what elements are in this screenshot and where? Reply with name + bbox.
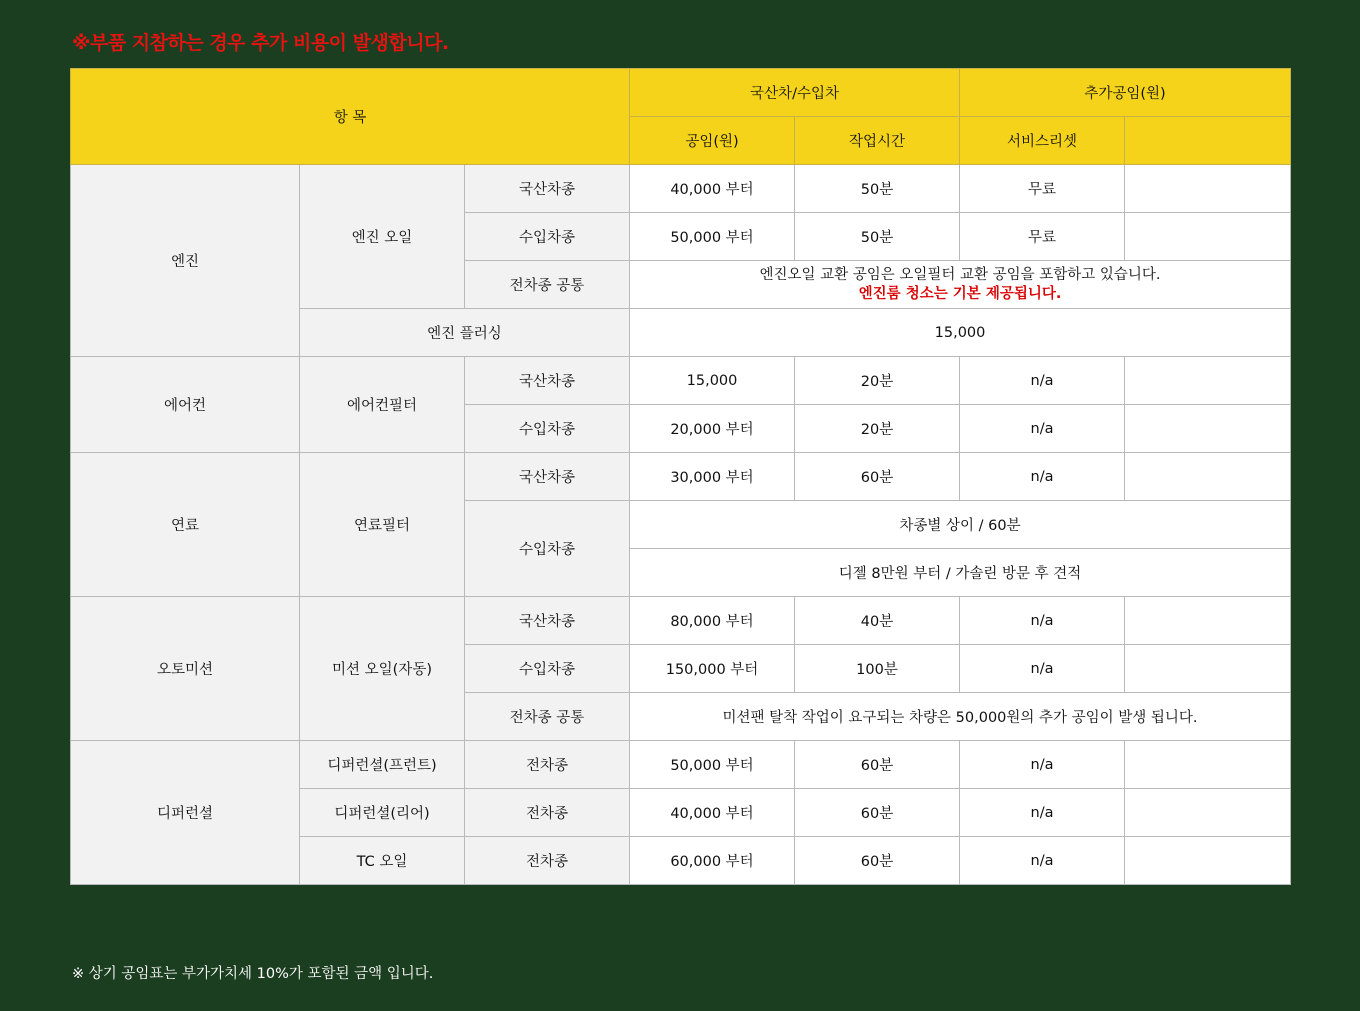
work-time: 100분: [795, 645, 960, 693]
work-time: 40분: [795, 597, 960, 645]
blank-cell: [1125, 597, 1291, 645]
labor-price: 40,000 부터: [630, 165, 795, 213]
labor-price: 60,000 부터: [630, 837, 795, 885]
car-type: 국산차종: [465, 597, 630, 645]
header-work-time: 작업시간: [795, 117, 960, 165]
work-time: 20분: [795, 405, 960, 453]
service-reset: n/a: [960, 357, 1125, 405]
fuel-import-note: 차종별 상이 / 60분: [630, 501, 1291, 549]
table-row: [71, 165, 1291, 213]
work-time: 50분: [795, 165, 960, 213]
labor-price: 15,000: [630, 357, 795, 405]
service-reset: n/a: [960, 645, 1125, 693]
header-service-reset: 서비스리셋: [960, 117, 1125, 165]
table-row: [71, 453, 1291, 501]
blank-cell: [1125, 405, 1291, 453]
item-differential-front: 디퍼런셜(프런트): [300, 741, 465, 789]
work-time: 60분: [795, 453, 960, 501]
header-labor-won: 공임(원): [630, 117, 795, 165]
header-blank: [1125, 117, 1291, 165]
blank-cell: [1125, 741, 1291, 789]
car-type: 수입차종: [465, 501, 630, 597]
car-type: 전차종: [465, 741, 630, 789]
work-time: 60분: [795, 789, 960, 837]
parts-notice: ※부품 지참하는 경우 추가 비용이 발생합니다.: [72, 32, 449, 54]
labor-price: 80,000 부터: [630, 597, 795, 645]
work-time: 20분: [795, 357, 960, 405]
flushing-price: 15,000: [630, 309, 1291, 357]
labor-price: 50,000 부터: [630, 741, 795, 789]
engine-oil-note: [630, 261, 1291, 309]
service-reset: n/a: [960, 453, 1125, 501]
labor-price: 40,000 부터: [630, 789, 795, 837]
car-type: 국산차종: [465, 165, 630, 213]
blank-cell: [1125, 789, 1291, 837]
car-type: 국산차종: [465, 453, 630, 501]
car-type: 전차종 공통: [465, 261, 630, 309]
item-engine-oil: 엔진 오일: [300, 165, 465, 309]
engine-oil-note-line: 엔진오일 교환 공임은 오일필터 교환 공임을 포함하고 있습니다.: [759, 266, 1161, 283]
category-automission: 오토미션: [71, 597, 300, 741]
header-item: 항 목: [71, 69, 630, 165]
item-aircon-filter: 에어컨필터: [300, 357, 465, 453]
blank-cell: [1125, 645, 1291, 693]
labor-price-table: [70, 68, 1291, 885]
work-time: 50분: [795, 213, 960, 261]
car-type: 수입차종: [465, 645, 630, 693]
labor-price: 20,000 부터: [630, 405, 795, 453]
table-row: [71, 597, 1291, 645]
blank-cell: [1125, 453, 1291, 501]
vat-footnote: ※ 상기 공임표는 부가가치세 10%가 포함된 금액 입니다.: [72, 966, 434, 982]
blank-cell: [1125, 165, 1291, 213]
mission-pan-note: 미션팬 탈착 작업이 요구되는 차량은 50,000원의 추가 공임이 발생 됩니다.: [630, 693, 1291, 741]
service-reset: n/a: [960, 837, 1125, 885]
category-engine: 엔진: [71, 165, 300, 357]
service-reset: n/a: [960, 597, 1125, 645]
item-engine-flushing: 엔진 플러싱: [300, 309, 630, 357]
item-differential-rear: 디퍼런셜(리어): [300, 789, 465, 837]
car-type: 전차종 공통: [465, 693, 630, 741]
blank-cell: [1125, 357, 1291, 405]
car-type: 전차종: [465, 789, 630, 837]
service-reset: n/a: [960, 405, 1125, 453]
labor-price: 30,000 부터: [630, 453, 795, 501]
service-reset: n/a: [960, 789, 1125, 837]
service-reset: 무료: [960, 213, 1125, 261]
car-type: 수입차종: [465, 213, 630, 261]
labor-price: 150,000 부터: [630, 645, 795, 693]
car-type: 전차종: [465, 837, 630, 885]
header-extra-labor: 추가공임(원): [960, 69, 1291, 117]
item-fuel-filter: 연료필터: [300, 453, 465, 597]
header-domestic-import: 국산차/수입차: [630, 69, 960, 117]
item-mission-oil: 미션 오일(자동): [300, 597, 465, 741]
item-tc-oil: TC 오일: [300, 837, 465, 885]
category-aircon: 에어컨: [71, 357, 300, 453]
blank-cell: [1125, 213, 1291, 261]
table-row: [71, 741, 1291, 789]
service-reset: 무료: [960, 165, 1125, 213]
category-differential: 디퍼런셜: [71, 741, 300, 885]
table-row: [71, 357, 1291, 405]
car-type: 국산차종: [465, 357, 630, 405]
engine-room-note-line: 엔진룸 청소는 기본 제공됩니다.: [858, 285, 1062, 302]
category-fuel: 연료: [71, 453, 300, 597]
service-reset: n/a: [960, 741, 1125, 789]
car-type: 수입차종: [465, 405, 630, 453]
fuel-import-price-note: 디젤 8만원 부터 / 가솔린 방문 후 견적: [630, 549, 1291, 597]
labor-price: 50,000 부터: [630, 213, 795, 261]
work-time: 60분: [795, 741, 960, 789]
blank-cell: [1125, 837, 1291, 885]
work-time: 60분: [795, 837, 960, 885]
header-row-top: [71, 69, 1291, 117]
